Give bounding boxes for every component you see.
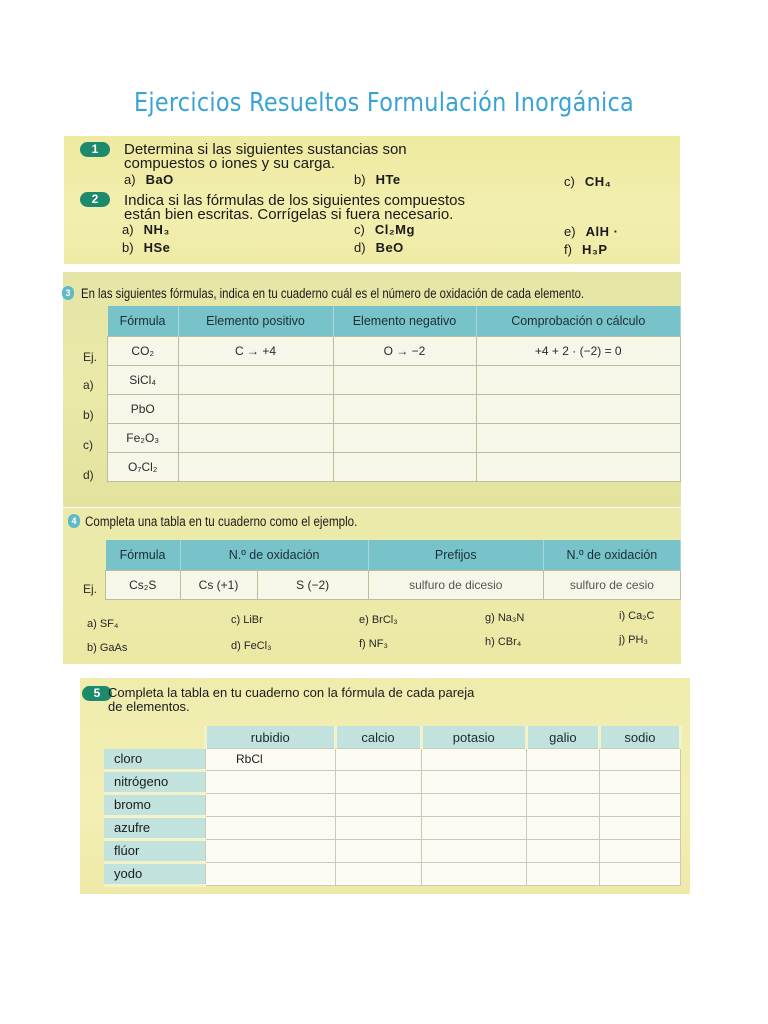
row-header: azufre xyxy=(104,816,206,839)
row-label: a) xyxy=(83,378,94,392)
prefix-name-cell: sulfuro de dicesio xyxy=(368,571,543,600)
negative-cell xyxy=(333,424,476,453)
exercise-4-item: b) GaAs xyxy=(87,642,128,654)
formula-cell: PbO xyxy=(108,395,179,424)
calc-cell xyxy=(476,453,681,482)
table-row xyxy=(104,862,681,885)
formula-cell xyxy=(421,749,526,771)
formula-cell xyxy=(335,816,421,839)
exercise-4-panel xyxy=(63,508,681,664)
exercise-2-option: e) AlH · xyxy=(564,224,619,239)
col-header: Fórmula xyxy=(108,306,179,337)
formula-cell xyxy=(421,816,526,839)
calc-cell xyxy=(476,424,681,453)
row-header: yodo xyxy=(104,862,206,885)
exercise-4-item: j) PH₃ xyxy=(619,634,648,646)
exercises-1-2-panel xyxy=(64,136,680,264)
positive-cell xyxy=(178,366,333,395)
col-header: potasio xyxy=(421,726,526,749)
exercise-3-panel xyxy=(63,272,681,507)
row-header: flúor xyxy=(104,839,206,862)
formula-cell: SiCl₄ xyxy=(108,366,179,395)
col-header: Comprobación o cálculo xyxy=(476,306,681,337)
exercise-2-option: f) H₃P xyxy=(564,242,608,257)
row-label: Ej. xyxy=(83,582,98,596)
col-header: Prefijos xyxy=(368,540,543,571)
exercise-2-option: d) BeO xyxy=(354,240,404,255)
element-pair-table xyxy=(104,726,682,887)
formula-cell xyxy=(599,839,680,862)
row-header: cloro xyxy=(104,749,206,771)
exercise-5-panel xyxy=(80,678,690,894)
formula-cell xyxy=(335,862,421,885)
table-row xyxy=(104,816,681,839)
formula-cell xyxy=(206,839,336,862)
col-header: sodio xyxy=(599,726,680,749)
page-title: Ejercicios Resueltos Formulación Inorgánica xyxy=(133,88,635,118)
table-row xyxy=(108,337,681,366)
formula-cell xyxy=(421,770,526,793)
exercise-1-badge: 1 xyxy=(80,142,110,157)
exercise-1-option: b) HTe xyxy=(354,172,401,187)
formula-cell xyxy=(599,862,680,885)
formula-cell: O₇Cl₂ xyxy=(108,453,179,482)
table-row xyxy=(108,395,681,424)
table-row xyxy=(108,424,681,453)
formula-cell xyxy=(206,862,336,885)
exercise-1-option: a) BaO xyxy=(124,172,174,187)
formula-cell xyxy=(526,816,599,839)
exercise-5-badge: 5 xyxy=(82,686,112,701)
col-header: N.º de oxidación xyxy=(180,540,368,571)
formula-cell xyxy=(526,793,599,816)
table-row xyxy=(108,366,681,395)
formula-cell xyxy=(206,793,336,816)
exercise-4-item: g) Na₃N xyxy=(485,612,525,624)
formula-cell xyxy=(599,749,680,771)
row-label: b) xyxy=(83,408,94,422)
formula-cell xyxy=(335,839,421,862)
formula-cell: Cs₂S xyxy=(106,571,181,600)
formula-cell xyxy=(599,793,680,816)
exercise-4-item: d) FeCl₃ xyxy=(231,640,272,652)
row-header: nitrógeno xyxy=(104,770,206,793)
positive-cell xyxy=(178,395,333,424)
positive-cell: C → +4 xyxy=(178,337,333,366)
calc-cell xyxy=(476,366,681,395)
exercise-4-text: Completa una tabla en tu cuaderno como el ejemplo. xyxy=(85,514,358,529)
formula-cell xyxy=(421,793,526,816)
formula-cell xyxy=(335,793,421,816)
col-header: galio xyxy=(526,726,599,749)
oxidation-cell: S (−2) xyxy=(257,571,368,600)
row-label: c) xyxy=(83,438,93,452)
exercise-3-badge: 3 xyxy=(62,286,74,300)
exercise-4-item: c) LiBr xyxy=(231,614,263,626)
exercise-2-option: c) Cl₂Mg xyxy=(354,222,415,237)
row-header: bromo xyxy=(104,793,206,816)
formula-cell: Fe₂O₃ xyxy=(108,424,179,453)
exercise-4-item: i) Ca₂C xyxy=(619,610,655,622)
formula-cell: CO₂ xyxy=(108,337,179,366)
table-row xyxy=(104,793,681,816)
exercise-2-badge: 2 xyxy=(80,192,110,207)
negative-cell xyxy=(333,395,476,424)
nomenclature-table xyxy=(105,540,681,600)
row-label: d) xyxy=(83,468,94,482)
formula-cell xyxy=(526,749,599,771)
formula-cell xyxy=(206,770,336,793)
exercise-4-badge: 4 xyxy=(68,514,80,528)
table-row xyxy=(104,839,681,862)
formula-cell xyxy=(421,862,526,885)
negative-cell xyxy=(333,453,476,482)
exercise-2-option: a) NH₃ xyxy=(122,222,170,237)
table-row xyxy=(104,749,681,771)
negative-cell xyxy=(333,366,476,395)
formula-cell: RbCl xyxy=(206,749,336,771)
exercise-5-text-line2: de elementos. xyxy=(108,699,190,714)
exercise-4-item: e) BrCl₃ xyxy=(359,614,398,626)
formula-cell xyxy=(421,839,526,862)
table-row xyxy=(104,770,681,793)
exercise-2-text-line2: están bien escritas. Corrígelas si fuera necesario. xyxy=(124,206,454,223)
oxidation-table xyxy=(107,306,681,482)
col-header: rubidio xyxy=(206,726,336,749)
negative-cell: O → −2 xyxy=(333,337,476,366)
exercise-4-item: a) SF₄ xyxy=(87,618,119,630)
exercise-1-option: c) CH₄ xyxy=(564,174,612,189)
table-row xyxy=(106,571,681,600)
table-row xyxy=(108,453,681,482)
exercise-1-text-line1: Determina si las siguientes sustancias son xyxy=(124,141,407,158)
col-header: Fórmula xyxy=(106,540,181,571)
formula-cell xyxy=(526,770,599,793)
formula-cell xyxy=(335,749,421,771)
formula-cell xyxy=(335,770,421,793)
positive-cell xyxy=(178,453,333,482)
col-header: Elemento positivo xyxy=(178,306,333,337)
exercise-3-text: En las siguientes fórmulas, indica en tu cuaderno cuál es el número de oxidación de cada elemento. xyxy=(81,286,585,301)
calc-cell xyxy=(476,395,681,424)
stock-name-cell: sulfuro de cesio xyxy=(543,571,680,600)
exercise-5-text-line1: Completa la tabla en tu cuaderno con la fórmula de cada pareja xyxy=(108,685,475,700)
formula-cell xyxy=(206,816,336,839)
formula-cell xyxy=(599,816,680,839)
corner-cell xyxy=(104,726,206,749)
row-label: Ej. xyxy=(83,350,98,364)
calc-cell: +4 + 2 · (−2) = 0 xyxy=(476,337,681,366)
positive-cell xyxy=(178,424,333,453)
formula-cell xyxy=(526,839,599,862)
formula-cell xyxy=(599,770,680,793)
exercise-1-text-line2: compuestos o iones y su carga. xyxy=(124,155,335,172)
col-header: calcio xyxy=(335,726,421,749)
col-header: Elemento negativo xyxy=(333,306,476,337)
exercise-2-text-line1: Indica si las fórmulas de los siguientes compuestos xyxy=(124,192,466,209)
formula-cell xyxy=(526,862,599,885)
exercise-4-item: f) NF₃ xyxy=(359,638,388,650)
exercise-4-item: h) CBr₄ xyxy=(485,636,522,648)
exercise-2-option: b) HSe xyxy=(122,240,171,255)
col-header: N.º de oxidación xyxy=(543,540,680,571)
oxidation-cell: Cs (+1) xyxy=(180,571,257,600)
